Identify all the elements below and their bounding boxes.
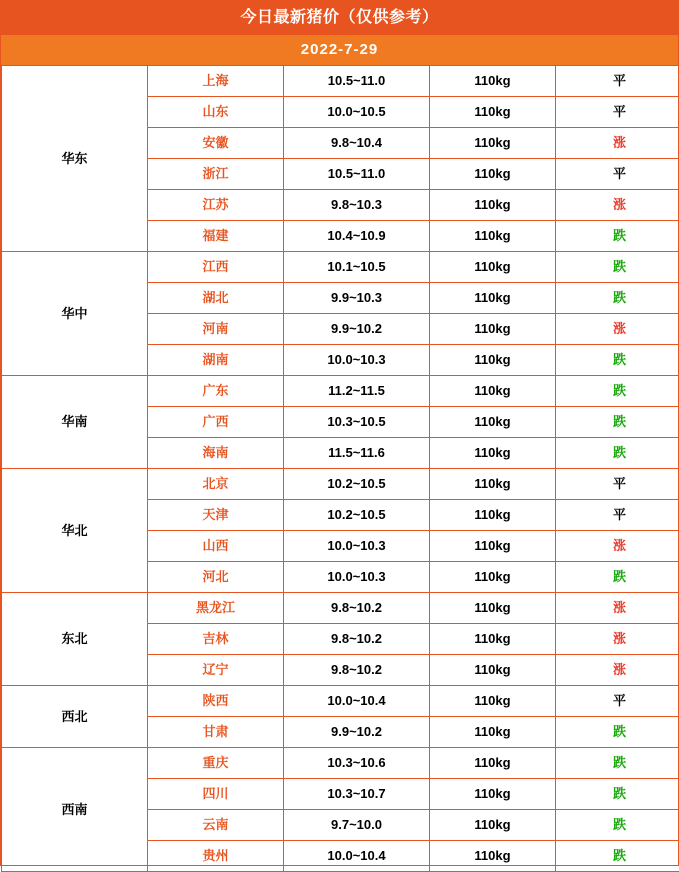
price-cell: 9.9~10.3 xyxy=(284,283,430,314)
weight-cell: 110kg xyxy=(430,190,556,221)
weight-cell: 110kg xyxy=(430,686,556,717)
region-cell: 华北 xyxy=(2,469,148,593)
trend-cell: 跌 xyxy=(556,717,679,748)
trend-cell: 跌 xyxy=(556,345,679,376)
region-cell: 西南 xyxy=(2,748,148,872)
weight-cell: 110kg xyxy=(430,438,556,469)
trend-cell: 涨 xyxy=(556,314,679,345)
province-cell: 湖南 xyxy=(148,345,284,376)
province-cell: 四川 xyxy=(148,779,284,810)
weight-cell: 110kg xyxy=(430,779,556,810)
price-cell: 9.8~10.2 xyxy=(284,624,430,655)
trend-cell: 涨 xyxy=(556,593,679,624)
price-cell: 10.2~10.5 xyxy=(284,500,430,531)
price-cell: 9.9~10.2 xyxy=(284,314,430,345)
price-cell: 10.5~11.0 xyxy=(284,66,430,97)
trend-cell: 跌 xyxy=(556,438,679,469)
price-cell: 10.0~10.4 xyxy=(284,686,430,717)
province-cell: 湖北 xyxy=(148,283,284,314)
table-row xyxy=(2,376,679,407)
trend-cell: 跌 xyxy=(556,810,679,841)
weight-cell: 110kg xyxy=(430,66,556,97)
price-cell: 10.0~10.3 xyxy=(284,562,430,593)
province-cell: 重庆 xyxy=(148,748,284,779)
price-cell: 10.0~10.5 xyxy=(284,97,430,128)
price-cell: 9.8~10.3 xyxy=(284,190,430,221)
price-cell: 10.3~10.7 xyxy=(284,779,430,810)
price-cell: 9.8~10.2 xyxy=(284,655,430,686)
weight-cell: 110kg xyxy=(430,655,556,686)
weight-cell: 110kg xyxy=(430,407,556,438)
region-cell: 华东 xyxy=(2,66,148,252)
weight-cell: 110kg xyxy=(430,159,556,190)
weight-cell: 110kg xyxy=(430,345,556,376)
province-cell: 浙江 xyxy=(148,159,284,190)
trend-cell: 平 xyxy=(556,469,679,500)
trend-cell: 平 xyxy=(556,686,679,717)
province-cell: 山东 xyxy=(148,97,284,128)
weight-cell: 110kg xyxy=(430,283,556,314)
trend-cell: 平 xyxy=(556,500,679,531)
price-cell: 10.3~10.6 xyxy=(284,748,430,779)
province-cell: 河南 xyxy=(148,314,284,345)
province-cell: 陕西 xyxy=(148,686,284,717)
trend-cell: 跌 xyxy=(556,407,679,438)
table-row xyxy=(2,748,679,779)
weight-cell: 110kg xyxy=(430,810,556,841)
province-cell: 黑龙江 xyxy=(148,593,284,624)
trend-cell: 涨 xyxy=(556,624,679,655)
province-cell: 江苏 xyxy=(148,190,284,221)
date-bar: 2022-7-29 xyxy=(1,35,678,65)
table-row xyxy=(2,686,679,717)
weight-cell: 110kg xyxy=(430,531,556,562)
trend-cell: 跌 xyxy=(556,376,679,407)
price-cell: 10.3~10.5 xyxy=(284,407,430,438)
trend-cell: 涨 xyxy=(556,655,679,686)
page-title: 今日最新猪价（仅供参考） xyxy=(1,1,678,35)
region-cell: 华中 xyxy=(2,252,148,376)
weight-cell: 110kg xyxy=(430,97,556,128)
weight-cell: 110kg xyxy=(430,221,556,252)
trend-cell: 涨 xyxy=(556,128,679,159)
province-cell: 云南 xyxy=(148,810,284,841)
price-cell: 10.2~10.5 xyxy=(284,469,430,500)
trend-cell: 跌 xyxy=(556,221,679,252)
table-row xyxy=(2,469,679,500)
trend-cell: 跌 xyxy=(556,283,679,314)
weight-cell: 110kg xyxy=(430,717,556,748)
weight-cell: 110kg xyxy=(430,314,556,345)
trend-cell: 跌 xyxy=(556,748,679,779)
trend-cell: 跌 xyxy=(556,562,679,593)
trend-cell: 跌 xyxy=(556,779,679,810)
trend-cell: 涨 xyxy=(556,531,679,562)
trend-cell: 平 xyxy=(556,159,679,190)
province-cell: 广东 xyxy=(148,376,284,407)
weight-cell: 110kg xyxy=(430,252,556,283)
province-cell: 天津 xyxy=(148,500,284,531)
trend-cell: 涨 xyxy=(556,190,679,221)
weight-cell: 110kg xyxy=(430,593,556,624)
table-row xyxy=(2,66,679,97)
trend-cell: 平 xyxy=(556,66,679,97)
weight-cell: 110kg xyxy=(430,500,556,531)
province-cell: 海南 xyxy=(148,438,284,469)
province-cell: 上海 xyxy=(148,66,284,97)
province-cell: 广西 xyxy=(148,407,284,438)
price-cell: 10.5~11.0 xyxy=(284,159,430,190)
region-cell: 东北 xyxy=(2,593,148,686)
trend-cell: 跌 xyxy=(556,252,679,283)
weight-cell: 110kg xyxy=(430,469,556,500)
weight-cell: 110kg xyxy=(430,562,556,593)
price-cell: 9.8~10.2 xyxy=(284,593,430,624)
province-cell: 甘肃 xyxy=(148,717,284,748)
weight-cell: 110kg xyxy=(430,748,556,779)
price-cell: 9.7~10.0 xyxy=(284,810,430,841)
region-cell: 西北 xyxy=(2,686,148,748)
province-cell: 辽宁 xyxy=(148,655,284,686)
price-cell: 10.0~10.3 xyxy=(284,345,430,376)
province-cell: 山西 xyxy=(148,531,284,562)
price-cell: 9.9~10.2 xyxy=(284,717,430,748)
weight-cell: 110kg xyxy=(430,376,556,407)
price-table xyxy=(1,65,679,872)
weight-cell: 110kg xyxy=(430,128,556,159)
table-row xyxy=(2,593,679,624)
price-cell: 11.2~11.5 xyxy=(284,376,430,407)
province-cell: 贵州 xyxy=(148,841,284,872)
table-row xyxy=(2,252,679,283)
province-cell: 北京 xyxy=(148,469,284,500)
weight-cell: 110kg xyxy=(430,624,556,655)
province-cell: 江西 xyxy=(148,252,284,283)
price-cell: 11.5~11.6 xyxy=(284,438,430,469)
province-cell: 福建 xyxy=(148,221,284,252)
region-cell: 华南 xyxy=(2,376,148,469)
province-cell: 吉林 xyxy=(148,624,284,655)
price-cell: 9.8~10.4 xyxy=(284,128,430,159)
price-table-body xyxy=(2,66,679,872)
trend-cell: 跌 xyxy=(556,841,679,872)
price-cell: 10.0~10.3 xyxy=(284,531,430,562)
weight-cell: 110kg xyxy=(430,841,556,872)
price-cell: 10.1~10.5 xyxy=(284,252,430,283)
price-cell: 10.0~10.4 xyxy=(284,841,430,872)
province-cell: 河北 xyxy=(148,562,284,593)
trend-cell: 平 xyxy=(556,97,679,128)
price-cell: 10.4~10.9 xyxy=(284,221,430,252)
province-cell: 安徽 xyxy=(148,128,284,159)
